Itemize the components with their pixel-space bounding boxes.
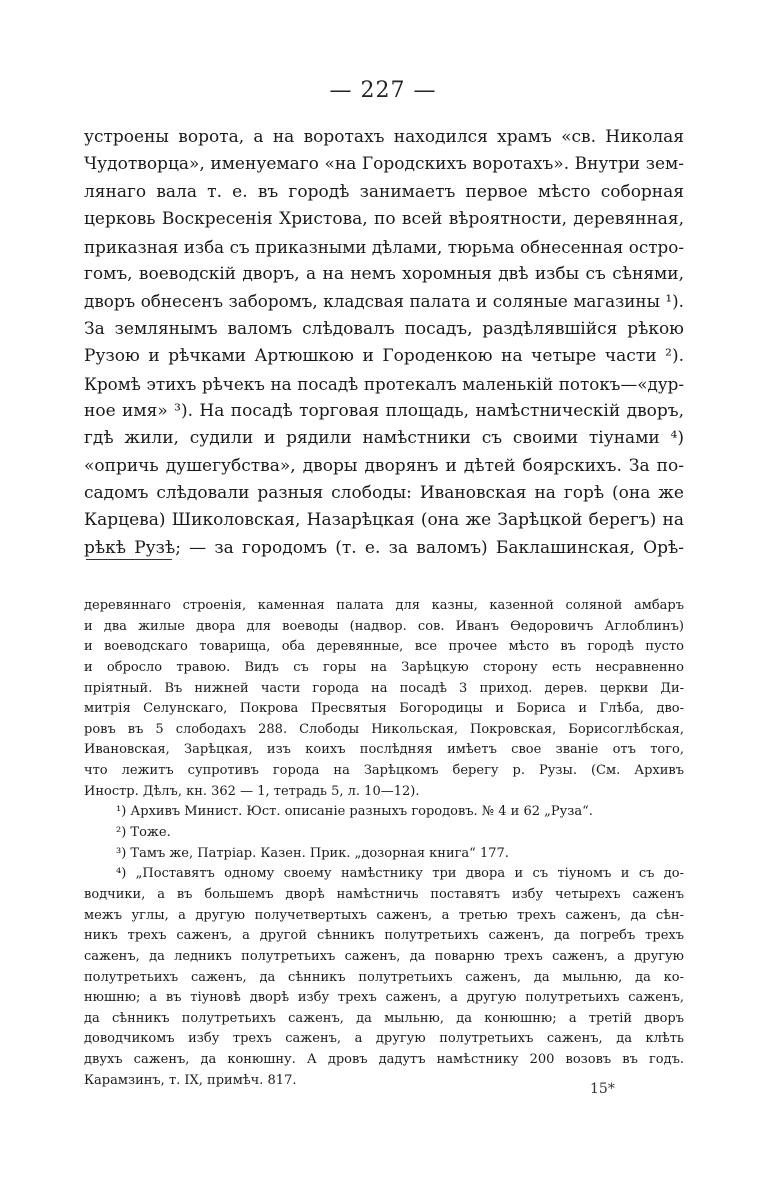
footnote-line: двухъ саженъ, да конюшну. А дровъ дадутъ намѣстнику 200 возовъ въ годъ. [84,1052,684,1068]
footnote-3: ³) Тамъ же, Патріар. Казен. Прик. „дозорная книга“ 177. [116,845,509,861]
footnote-line: межъ углы, а другую получетвертыхъ саженъ, а третью трехъ саженъ, да сѣн- [84,907,684,923]
footnote-line: нюшню; а въ тіуновѣ дворѣ избу трехъ саженъ, а другую полутретьихъ саженъ, [84,990,684,1006]
main-text-line: Кромѣ этихъ рѣчекъ на посадѣ протекалъ маленькій потокъ—«дур- [84,373,684,394]
footnote-line: деревяннаго строенія, каменная палата для казны, казенной соляной амбаръ [84,598,684,613]
footnote-line: полутретьихъ саженъ, да сѣнникъ полутретьихъ саженъ, да мыльню, да ко- [84,969,684,985]
footnote-line: да сѣнникъ полутретьихъ саженъ, да мыльню, да конюшню; а третій дворъ [84,1010,684,1026]
main-text-line: гомъ, воеводскій дворъ, а на немъ хоромныя двѣ избы съ сѣнями, [84,263,684,284]
main-text-line: садомъ слѣдовали разныя слободы: Ивановская на горѣ (она же [84,483,684,504]
signature-mark: 15* [590,1081,615,1097]
footnote-line: Иностр. Дѣлъ, кн. 362 — 1, тетрадь 5, л. 10—12). [84,783,420,799]
footnote-4: ⁴) „Поставятъ одному своему намѣстнику три двора и съ тіуномъ и съ до- [116,866,684,882]
footnote-2: ²) Тоже. [116,825,171,841]
footnote-line: доводчикомъ избу трехъ саженъ, а другую полутретьихъ саженъ, да клѣть [84,1031,684,1047]
main-text-line: «опричь душегубства», дворы дворянъ и дѣтей боярскихъ. За по- [84,455,684,476]
main-text-line: ное имя» ³). На посадѣ торговая площадь, намѣстническій дворъ, [84,400,684,421]
main-text-line: устроены ворота, а на воротахъ находился храмъ «св. Николая [84,127,684,147]
footnote-line: и обросло травою. Видъ съ горы на Зарѣцкую сторону есть несравненно [84,659,684,675]
main-text-line: Карцева) Шиколовская, Назарѣцкая (она же Зарѣцкой берегъ) на [84,510,684,531]
main-text-line: дворъ обнесенъ заборомъ, кладсвая палата и соляные магазины ¹). [84,291,684,312]
main-text-line: гдѣ жили, судили и рядили намѣстники съ своими тіунами ⁴) [84,428,684,449]
footnote-line: и воеводскаго товарища, оба деревянные, все прочее мѣсто въ городѣ пусто [84,639,684,655]
main-text-line: Рузою и рѣчками Артюшкою и Городенкою на четыре части ²). [84,346,684,367]
page-number: — 227 — [329,78,437,103]
footnote-line: Карамзинъ, т. IX, примѣч. 817. [84,1072,297,1088]
footnote-1: ¹) Архивъ Минист. Юст. описаніе разныхъ городовъ. № 4 и 62 „Руза“. [116,804,593,820]
main-text [84,124,684,562]
footnote-divider [86,559,172,560]
footnote-line: водчики, а въ большемъ дворѣ намѣстничь поставятъ избу четырехъ саженъ [84,886,684,902]
main-text-line: приказная изба съ приказными дѣлами, тюрьма обнесенная остро- [84,236,684,257]
footnote-line: саженъ, да ледникъ полутретьихъ саженъ, да поварню трехъ саженъ, а другую [84,948,684,964]
main-text-line: За землянымъ валомъ слѣдовалъ посадъ, раздѣлявшійся рѣкою [84,318,684,339]
main-text-line: рѣкѣ Рузѣ; — за городомъ (т. е. за валомъ) Баклашинская, Орѣ- [84,537,684,558]
footnote-line: никъ трехъ саженъ, а другой сѣнникъ полутретьихъ саженъ, да погребъ трехъ [84,928,684,944]
main-text-line: лянаго вала т. е. въ городѣ занимаетъ первое мѣсто соборная [84,181,684,202]
footnote-line: пріятный. Въ нижней части города на посадѣ 3 приход. дерев. церкви Ди- [84,680,684,696]
main-text-line: церковь Воскресенія Христова, по всей вѣроятности, деревянная, [84,209,684,230]
footnote-line: Ивановская, Зарѣцкая, изъ коихъ послѣдняя имѣетъ свое званіе отъ того, [84,742,684,758]
footnote-line: митрія Селунскаго, Покрова Пресвятыя Богородицы и Бориса и Глѣба, дво- [84,701,684,717]
footnote-line: ровъ въ 5 слободахъ 288. Слободы Никольская, Покровская, Борисоглѣбская, [84,721,684,737]
footnote-line: что лежитъ супротивъ города на Зарѣцкомъ берегу р. Рузы. (См. Архивъ [84,763,684,779]
footnote-line: и два жилые двора для воеводы (надвор. сов. Иванъ Ѳедоровичъ Аглоблинъ) [84,618,684,634]
main-text-line: Чудотворца», именуемаго «на Городскихъ воротахъ». Внутри зем- [84,154,684,175]
footnotes [84,596,684,1091]
